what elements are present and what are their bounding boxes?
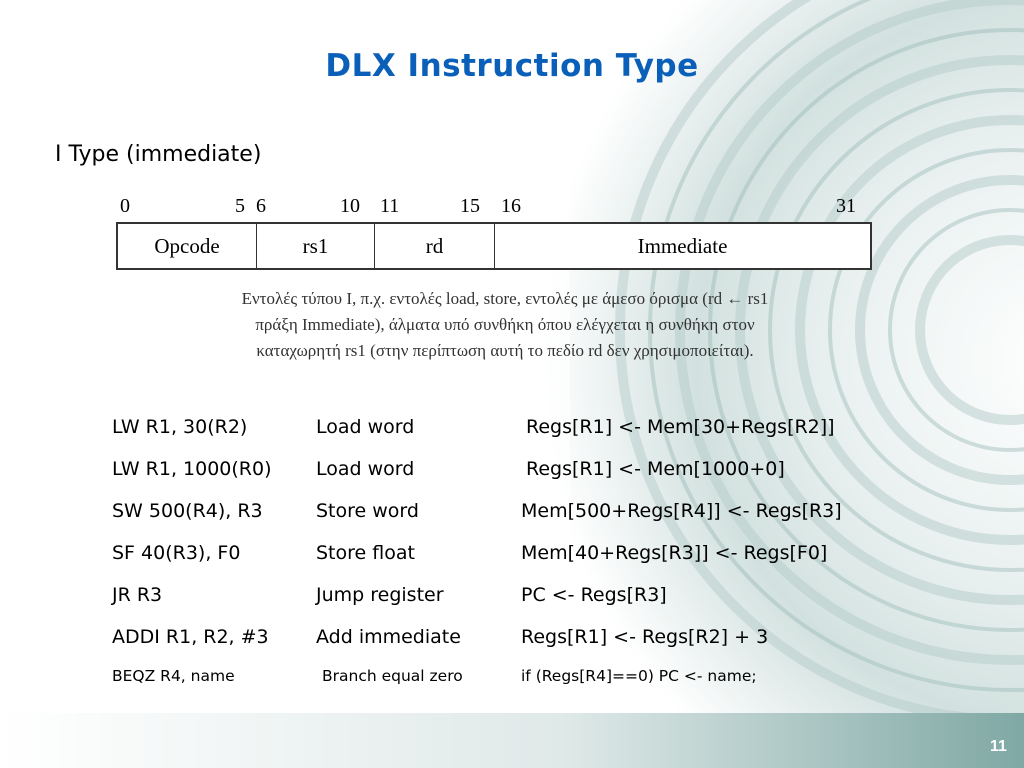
instruction-name: Branch equal zero bbox=[322, 667, 463, 685]
instruction-asm: LW R1, 1000(R0) bbox=[112, 458, 272, 480]
bit-label: 16 bbox=[501, 195, 521, 217]
instruction-row bbox=[0, 542, 1024, 572]
slide-subtitle: I Type (immediate) bbox=[55, 142, 262, 167]
field-opcode: Opcode bbox=[118, 224, 257, 268]
instruction-row bbox=[0, 584, 1024, 614]
instruction-semantics: Regs[R1] <- Mem[1000+0] bbox=[526, 458, 785, 480]
instruction-row bbox=[0, 500, 1024, 530]
instruction-asm: SW 500(R4), R3 bbox=[112, 500, 263, 522]
instruction-semantics: Regs[R1] <- Regs[R2] + 3 bbox=[521, 626, 769, 648]
bit-label: 11 bbox=[380, 195, 400, 217]
bit-label: 31 bbox=[836, 195, 856, 217]
instruction-asm: BEQZ R4, name bbox=[112, 667, 235, 685]
instruction-asm: JR R3 bbox=[112, 584, 163, 606]
bit-label: 15 bbox=[460, 195, 480, 217]
instruction-name: Load word bbox=[316, 416, 415, 438]
description-line: καταχωρητή rs1 (στην περίπτωση αυτή το πεδίο rd δεν χρησιμοποιείται). bbox=[256, 341, 754, 360]
bit-label: 5 bbox=[235, 195, 245, 217]
instruction-semantics: Regs[R1] <- Mem[30+Regs[R2]] bbox=[526, 416, 835, 438]
instruction-semantics: Mem[500+Regs[R4]] <- Regs[R3] bbox=[521, 500, 842, 522]
field-rd: rd bbox=[375, 224, 495, 268]
instruction-asm: SF 40(R3), F0 bbox=[112, 542, 241, 564]
instruction-name: Store word bbox=[316, 500, 419, 522]
instruction-name: Jump register bbox=[316, 584, 444, 606]
instruction-asm: LW R1, 30(R2) bbox=[112, 416, 248, 438]
instruction-format-table bbox=[116, 222, 872, 270]
instruction-semantics: if (Regs[R4]==0) PC <- name; bbox=[521, 667, 757, 685]
bit-label: 10 bbox=[340, 195, 360, 217]
instruction-row bbox=[0, 458, 1024, 488]
instruction-name: Store float bbox=[316, 542, 415, 564]
description-line: Εντολές τύπου Ι, π.χ. εντολές load, store, εντολές με άμεσο όρισμα (rd ← rs1 bbox=[241, 289, 769, 308]
field-rs1: rs1 bbox=[257, 224, 375, 268]
page-number: 11 bbox=[990, 738, 1007, 755]
bit-label: 0 bbox=[120, 195, 130, 217]
format-description bbox=[110, 286, 900, 364]
bit-label: 6 bbox=[256, 195, 266, 217]
slide-title: DLX Instruction Type bbox=[325, 48, 699, 84]
instruction-semantics: Mem[40+Regs[R3]] <- Regs[F0] bbox=[521, 542, 828, 564]
instruction-row bbox=[0, 626, 1024, 656]
description-line: πράξη Immediate), άλματα υπό συνθήκη όπου ελέγχεται η συνθήκη στον bbox=[255, 315, 755, 334]
field-immediate: Immediate bbox=[637, 233, 728, 258]
instruction-name: Add immediate bbox=[316, 626, 461, 648]
instruction-asm: ADDI R1, R2, #3 bbox=[112, 626, 269, 648]
instruction-row bbox=[0, 416, 1024, 446]
instruction-row bbox=[0, 667, 1024, 697]
instruction-name: Load word bbox=[316, 458, 415, 480]
instruction-semantics: PC <- Regs[R3] bbox=[521, 584, 667, 606]
